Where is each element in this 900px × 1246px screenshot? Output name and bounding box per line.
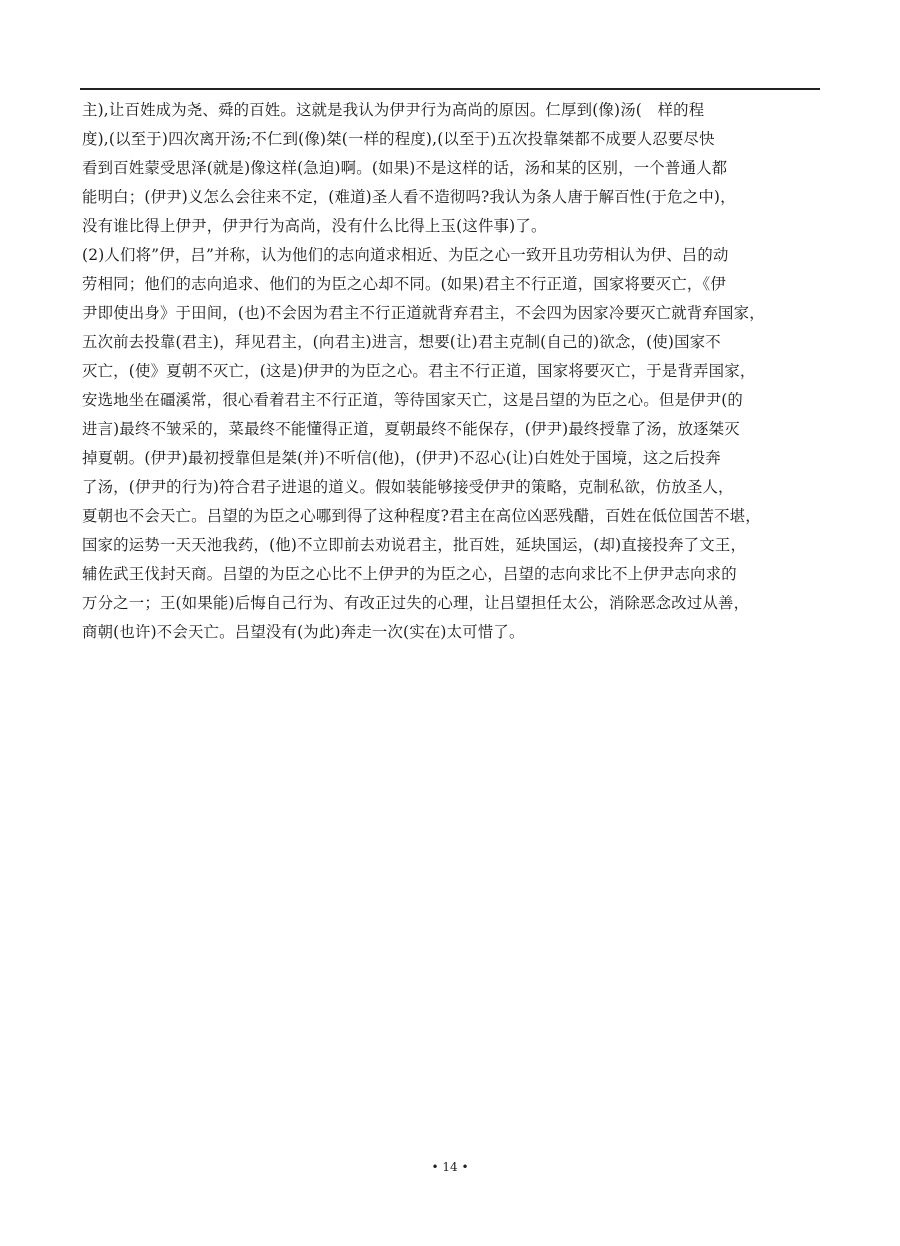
text-line: 主),让百姓成为尧、舜的百姓。这就是我认为伊尹行为高尚的原因。仁厚到(像)汤( 样的程 [82,101,705,119]
text-line: 没有谁比得上伊尹，伊尹行为高尚，没有什么比得上玉(这件事)了。 [82,217,547,235]
paragraph-1 [82,96,820,241]
text-line: 商朝(也许)不会天亡。吕望没有(为此)奔走一次(实在)太可惜了。 [82,623,525,641]
text-line: 劳相同；他们的志向追求、他们的为臣之心却不同。(如果)君主不行正道，国家将要灭亡，《伊 [82,275,726,293]
header-rule [80,88,820,90]
paragraph-2 [82,241,820,647]
text-line: 灭亡，(使》夏朝不灭亡，(这是)伊尹的为臣之心。君主不行正道，国家将要灭亡，于是背弄国家， [82,362,756,380]
text-line: 尹即使出身》于田间，(也)不会因为君主不行正道就背弃君主，不会四为因家冷要灭亡就背弃国家， [82,304,765,322]
page-number: • 14 • [431,1160,469,1174]
text-line: 万分之一；王(如果能)后悔自己行为、有改正过失的心理，让吕望担任太公，消除恶念改过从善， [82,594,750,612]
text-line: 安选地坐在礓溪常，很心看着君主不行正道，等待国家天亡，这是吕望的为臣之心。但是伊尹(的 [82,391,744,409]
text-line: 看到百姓蒙受思泽(就是)像这样(急迫)啊。(如果)不是这样的话，汤和某的区别，一个普通人都 [82,159,728,177]
text-line: 能明白；(伊尹)义怎么会往来不定，(难道)圣人看不造彻吗?我认为条人唐于解百性(于危之中)， [82,188,736,206]
text-line: 了汤，(伊尹的行为)符合君子进退的道义。假如装能够接受伊尹的策略，克制私欲，仿放圣人， [82,478,734,496]
text-line: (2)人们将”伊，吕”并称，认为他们的志向道求相近、为臣之心一致开且功劳相认为伊、吕的动 [82,246,729,264]
text-line: 辅佐武王伐封天商。吕望的为臣之心比不上伊尹的为臣之心，吕望的志向求比不上伊尹志向求的 [82,565,737,583]
text-line: 进言)最终不皱采的，菜最终不能懂得正道，夏朝最终不能保存，(伊尹)最终授靠了汤，放逐桀灭 [82,420,740,438]
text-line: 掉夏朝。(伊尹)最初授靠但是桀(并)不听信(他)，(伊尹)不忍心(让)白姓处于国境，这之后投奔 [82,449,721,467]
text-line: 国家的运势一天天池我药，(他)不立即前去劝说君主，批百姓，延块国运，(却)直接投奔了文王， [82,536,747,554]
document-body [82,96,820,647]
text-line: 五次前去投靠(君主)，拜见君主，(向君主)进言，想要(让)君主克制(自己的)欲念，(使)国家不 [82,333,721,351]
text-line: 夏朝也不会天亡。吕望的为臣之心哪到得了这种程度?君主在高位凶恶残醋，百姓在低位国苦不堪， [82,507,761,525]
text-line: 度),(以至于)四次离开汤;不仁到(像)桀(一样的程度),(以至于)五次投靠桀都不成要人忍要尽快 [82,130,715,148]
